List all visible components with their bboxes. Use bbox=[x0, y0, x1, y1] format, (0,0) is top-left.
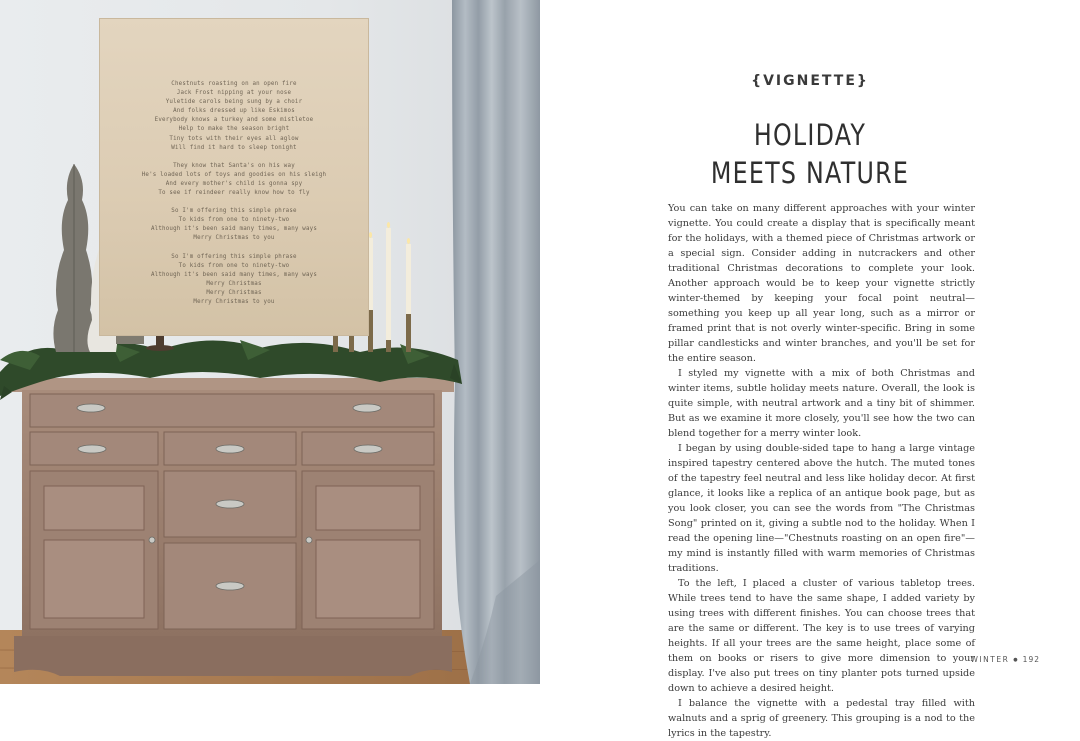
vignette-photo bbox=[0, 0, 540, 684]
page-number: 192 bbox=[1022, 655, 1040, 664]
lyrics-line: So I'm offering this simple phrase bbox=[171, 208, 297, 215]
lyrics-line: Everybody knows a turkey and some mistletoe bbox=[154, 117, 314, 124]
lyrics-line: And every mother's child is gonna spy bbox=[165, 180, 303, 187]
lyrics-stanza bbox=[99, 253, 369, 308]
lyrics-line: Merry Christmas to you bbox=[193, 235, 275, 242]
lyrics-line: Help to make the season bright bbox=[178, 126, 290, 133]
text-page bbox=[540, 0, 1080, 739]
body-paragraph: You can take on many different approaches with your winter vignette. You could create a display that is specifically meant for the holidays, with a themed piece of Christmas artwork or a special sign. Consider adding in nutcrackers and other traditional Christmas decorations to complete your look. Another approach would be to keep your vignette strictly winter-themed by keeping your focal point neutral—something you keep up all year long, such as a mirror or framed print that is not overly winter-specific. Bring in some pillar candlesticks and winter branches, and you'll be set for the entire season. bbox=[668, 203, 975, 364]
lyrics-tapestry bbox=[99, 18, 369, 336]
lyrics-line: And folks dressed up like Eskimos bbox=[173, 108, 295, 115]
body-text bbox=[668, 201, 975, 741]
body-paragraph: I styled my vignette with a mix of both Christmas and winter items, subtle holiday meets nature. Overall, the look is quite simple, with neutral artwork and a tiny bit of shimmer. But as we examine it more closely, you'll see how the two can blend together for a merry winter look. bbox=[668, 368, 975, 439]
lyrics-line: Will find it hard to sleep tonight bbox=[171, 144, 297, 151]
lyrics-line: To kids from one to ninety-two bbox=[178, 262, 290, 269]
folio-bullet: ● bbox=[1013, 657, 1019, 663]
folio-section: WINTER bbox=[970, 655, 1010, 664]
cone-tree-wood bbox=[53, 164, 95, 352]
lyrics-line: Merry Christmas bbox=[206, 280, 262, 287]
lyrics-line: They know that Santa's on his way bbox=[173, 162, 295, 169]
lyrics-line: He's loaded lots of toys and goodies on his sleigh bbox=[141, 171, 327, 178]
lyrics-line: Yuletide carols being sung by a choir bbox=[165, 99, 303, 106]
body-paragraph: To the left, I placed a cluster of various tabletop trees. While trees tend to have the same shape, I added variety by using trees with different finishes. You can choose trees that are the same or different. The key is to use trees of varying heights. If all your trees are the same height, place some of them on books or risers to give more dimension to your display. I've also put trees on tiny planter pots turned upside down to achieve a desired height. bbox=[668, 578, 975, 694]
section-eyebrow: {VIGNETTE} bbox=[751, 73, 869, 89]
page-title-line-1: HOLIDAY bbox=[753, 118, 867, 152]
lyrics-line: Jack Frost nipping at your nose bbox=[176, 90, 292, 97]
lyrics-line: Chestnuts roasting on an open fire bbox=[171, 81, 297, 87]
page-title bbox=[589, 116, 1032, 192]
lyrics-line: To see if reindeer really know how to fly bbox=[158, 190, 310, 197]
page-title-line-2: MEETS NATURE bbox=[710, 156, 910, 190]
lyrics-line: To kids from one to ninety-two bbox=[178, 217, 290, 224]
lyrics-line: So I'm offering this simple phrase bbox=[171, 253, 297, 260]
body-paragraph: I balance the vignette with a pedestal tray filled with walnuts and a sprig of greenery. This grouping is a nod to the lyrics in the tapestry. bbox=[668, 698, 975, 739]
tapestry-lyrics bbox=[99, 80, 369, 316]
wooden-hutch bbox=[12, 378, 454, 676]
folio bbox=[971, 655, 1040, 664]
body-paragraph: I began by using double-sided tape to hang a large vintage inspired tapestry centered above the hutch. The muted tones of the tapestry feel neutral and less like holiday decor. At first glance, it looks like a replica of an antique book page, but as you look closer, you can see the words from "The Christmas Song" printed on it, giving a subtle nod to the holiday. When I read the opening line—"Chestnuts roasting on an open fire"—my mind is instantly filled with warm memories of Christmas traditions. bbox=[668, 443, 975, 574]
lyrics-stanza bbox=[99, 80, 369, 153]
lyrics-line: Tiny tots with their eyes all aglow bbox=[169, 135, 299, 142]
lyrics-stanza bbox=[99, 162, 369, 198]
lyrics-line: Although it's been said many times, many ways bbox=[150, 226, 318, 233]
lyrics-stanza bbox=[99, 207, 369, 243]
lyrics-line: Although it's been said many times, many ways bbox=[150, 271, 318, 278]
lyrics-line: Merry Christmas to you bbox=[193, 298, 275, 305]
lyrics-line: Merry Christmas bbox=[206, 289, 262, 296]
